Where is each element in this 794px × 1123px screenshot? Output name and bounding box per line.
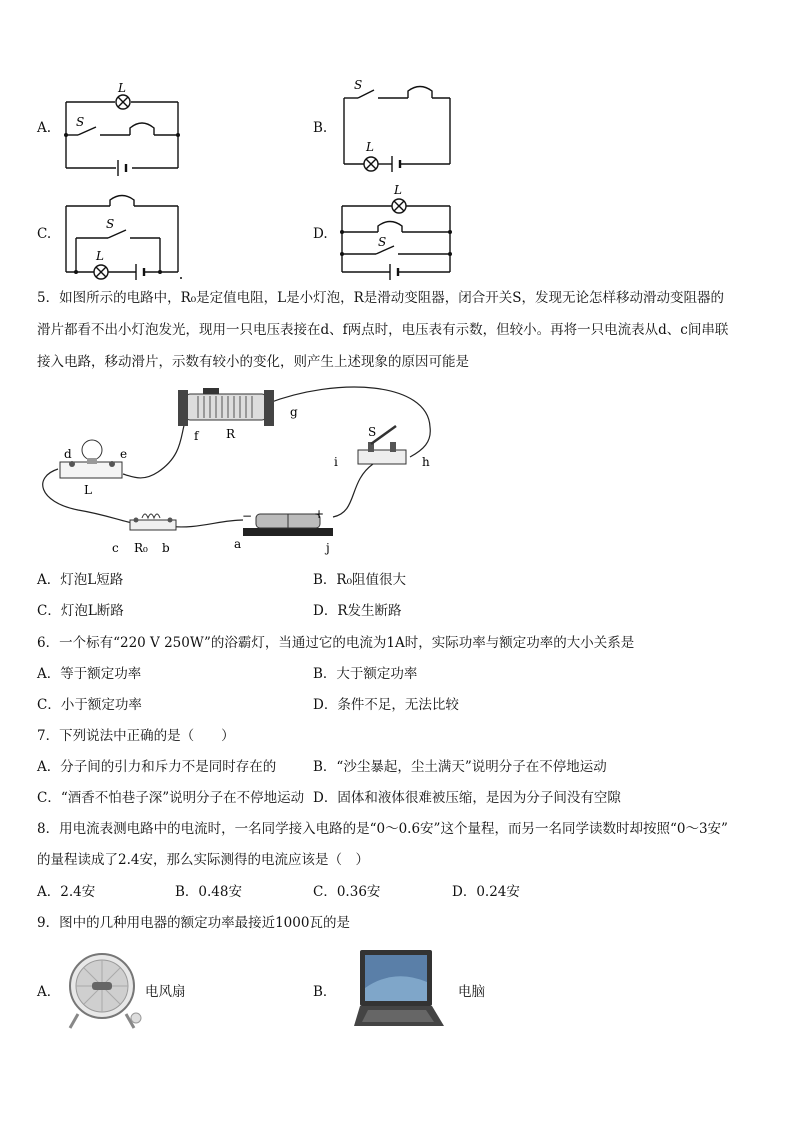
label-g: g bbox=[290, 405, 298, 419]
q4-option-c-letter: C. bbox=[37, 226, 52, 242]
q5-option-a: A．灯泡L短路 bbox=[37, 572, 124, 588]
q7-stem: 7．下列说法中正确的是（ ） bbox=[37, 728, 235, 744]
q4a-l-label: L bbox=[118, 81, 126, 95]
q4c-s-label: S bbox=[106, 217, 115, 231]
q7-option-d: D．固体和液体很难被压缩，是因为分子间没有空隙 bbox=[313, 790, 621, 806]
q6-option-b: B．大于额定功率 bbox=[313, 666, 418, 682]
q4-circuit-b bbox=[340, 80, 460, 175]
label-c: c bbox=[112, 541, 119, 555]
q4b-l-label: L bbox=[366, 140, 374, 154]
q8-option-d: D．0.24安 bbox=[452, 884, 520, 900]
q4-circuit-a bbox=[60, 80, 190, 175]
q4a-s-label: S bbox=[76, 115, 85, 129]
rheostat bbox=[178, 388, 274, 426]
q9-option-b-text: 电脑 bbox=[458, 984, 485, 1000]
q4d-s-label: S bbox=[378, 235, 387, 249]
q7-option-a: A．分子间的引力和斥力不是同时存在的 bbox=[37, 759, 277, 775]
label-R: R bbox=[226, 427, 236, 441]
q5-stem-line-2: 滑片都看不出小灯泡发光，现用一只电压表接在d、f两点时，电压表有示数，但较小。再将一只电流表从d、c间串联 bbox=[37, 322, 729, 338]
q4c-l-label: L bbox=[96, 249, 104, 263]
fixed-resistor bbox=[130, 514, 176, 530]
q5-option-c: C．灯泡L断路 bbox=[37, 603, 124, 619]
q4b-s-label: S bbox=[354, 78, 363, 92]
label-f: f bbox=[194, 429, 199, 443]
q5-option-b: B．R₀阻值很大 bbox=[313, 572, 406, 588]
q5-circuit-figure bbox=[38, 382, 438, 555]
laptop-icon bbox=[354, 948, 446, 1032]
q9-stem: 9．图中的几种用电器的额定功率最接近1000瓦的是 bbox=[37, 915, 350, 931]
q9-option-a-letter: A． bbox=[37, 984, 61, 1000]
q5-stem-line-1: 5．如图所示的电路中，R₀是定值电阻，L是小灯泡，R是滑动变阻器，闭合开关S，发现无论怎样移动滑动变阻器的 bbox=[37, 290, 725, 306]
label-d: d bbox=[64, 447, 72, 461]
label-h: h bbox=[422, 455, 430, 469]
label-R0: R₀ bbox=[134, 541, 148, 555]
label-L: L bbox=[84, 483, 92, 497]
q8-option-b: B．0.48安 bbox=[175, 884, 242, 900]
q8-option-a: A．2.4安 bbox=[37, 884, 96, 900]
q6-stem: 6．一个标有“220 V 250W”的浴霸灯，当通过它的电流为1A时，实际功率与额定功率的大小关系是 bbox=[37, 635, 635, 651]
label-plus: + bbox=[314, 507, 325, 521]
q8-option-c: C．0.36安 bbox=[313, 884, 381, 900]
q9-option-a-text: 电风扇 bbox=[145, 984, 186, 1000]
knife-switch bbox=[358, 426, 406, 464]
label-a: a bbox=[234, 537, 242, 551]
q4-circuit-c bbox=[60, 190, 190, 285]
q6-option-d: D．条件不足，无法比较 bbox=[313, 697, 459, 713]
q9-option-b-letter: B． bbox=[313, 984, 337, 1000]
label-e: e bbox=[120, 447, 128, 461]
q4d-l-label: L bbox=[394, 183, 402, 197]
q6-option-c: C．小于额定功率 bbox=[37, 697, 142, 713]
q8-stem-line-2: 的量程读成了2.4安，那么实际测得的电流应该是（ ） bbox=[37, 852, 369, 868]
label-S: S bbox=[368, 425, 377, 439]
q4-option-b-letter: B. bbox=[313, 120, 328, 136]
q6-option-a: A．等于额定功率 bbox=[37, 666, 142, 682]
q4-circuit-d bbox=[338, 182, 458, 282]
q5-stem-line-3: 接入电路，移动滑片，示数有较小的变化，则产生上述现象的原因可能是 bbox=[37, 354, 469, 370]
label-b: b bbox=[162, 541, 170, 555]
q8-stem-line-1: 8．用电流表测电路中的电流时，一名同学接入电路的是“0～0.6安”这个量程，而另一名同学读数时却按照“0～3安” bbox=[37, 821, 728, 837]
q7-option-c: C．“酒香不怕巷子深”说明分子在不停地运动 bbox=[37, 790, 305, 806]
fan-icon bbox=[66, 948, 144, 1032]
q5-option-d: D．R发生断路 bbox=[313, 603, 402, 619]
label-minus: − bbox=[242, 509, 253, 523]
label-i: i bbox=[334, 455, 338, 469]
q4-option-d-letter: D. bbox=[313, 226, 328, 242]
q4-option-a-letter: A. bbox=[37, 120, 52, 136]
q7-option-b: B．“沙尘暴起，尘土满天”说明分子在不停地运动 bbox=[313, 759, 607, 775]
label-j: j bbox=[326, 541, 330, 555]
